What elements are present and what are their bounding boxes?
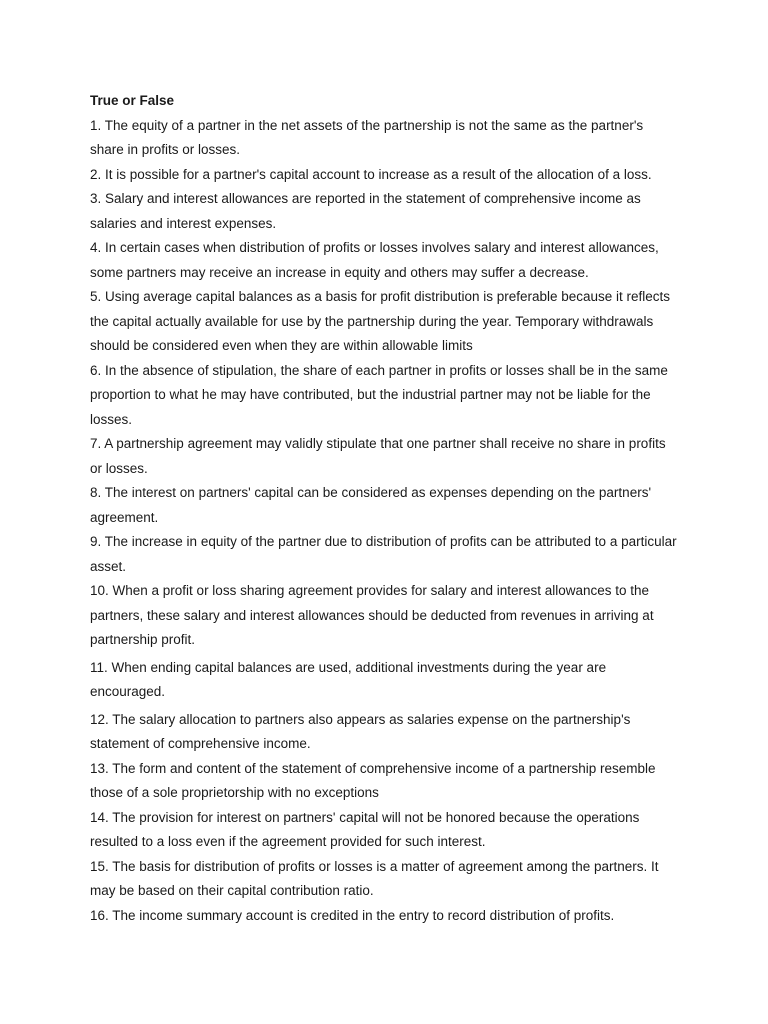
question-item-4: 4. In certain cases when distribution of profits or losses involves salary and interest allowances, some partners may receive an increase in equity and others may suffer a decrease. (90, 240, 659, 280)
question-item-13: 13. The form and content of the statement of comprehensive income of a partnership resemble those of a sole proprietorship with no exceptions (90, 760, 656, 800)
section-heading: True or False (90, 93, 175, 108)
question-item-5: 5. Using average capital balances as a basis for profit distribution is preferable because it reflects the capital actually available for use by the partnership during the year. Temporary withdrawals should be considered even when they are within allowable limits (90, 289, 671, 353)
question-item-16: 16. The income summary account is credited in the entry to record distribution of profits. (90, 907, 615, 923)
question-item-10: 10. When a profit or loss sharing agreement provides for salary and interest allowances to the partners, these salary and interest allowances should be deducted from revenues in arriving at partnership profit. (90, 583, 654, 647)
question-item-3: 3. Salary and interest allowances are reported in the statement of comprehensive income as salaries and interest expenses. (90, 191, 641, 231)
question-item-6: 6. In the absence of stipulation, the share of each partner in profits or losses shall be in the same proportion to what he may have contributed, but the industrial partner may not be liable for the losses. (90, 362, 668, 427)
question-item-15: 15. The basis for distribution of profits or losses is a matter of agreement among the partners. It may be based on their capital contribution ratio. (90, 858, 659, 898)
question-item-2: 2. It is possible for a partner's capital account to increase as a result of the allocation of a loss. (90, 166, 652, 182)
question-item-9: 9. The increase in equity of the partner due to distribution of profits can be attributed to a particular asset. (90, 534, 677, 574)
question-list (90, 114, 680, 929)
question-item-8: 8. The interest on partners' capital can be considered as expenses depending on the partners' agreement. (90, 485, 652, 525)
question-item-14: 14. The provision for interest on partners' capital will not be honored because the operations resulted to a loss even if the agreement provided for such interest. (90, 809, 640, 849)
question-item-12: 12. The salary allocation to partners also appears as salaries expense on the partnership's statement of comprehensive income. (90, 711, 631, 751)
document-content (90, 89, 680, 928)
question-item-1: 1. The equity of a partner in the net assets of the partnership is not the same as the partner's share in profits or losses. (90, 117, 644, 157)
question-item-7: 7. A partnership agreement may validly stipulate that one partner shall receive no share in profits or losses. (90, 436, 666, 476)
question-item-11: 11. When ending capital balances are used, additional investments during the year are encouraged. (90, 659, 607, 699)
